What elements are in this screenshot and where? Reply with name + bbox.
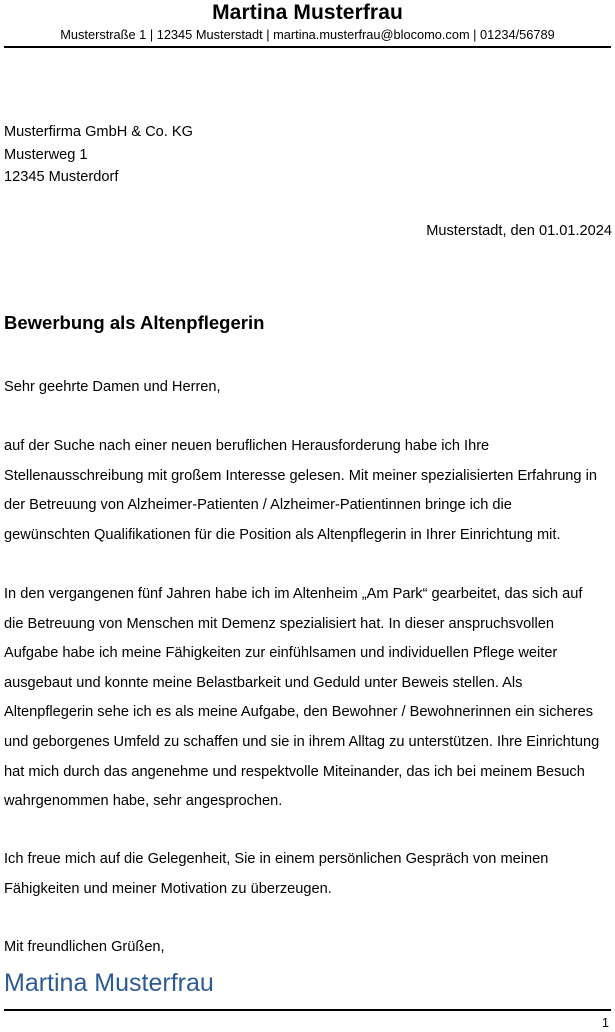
text-line: gewünschten Qualifikationen für die Position als Altenpflegerin in Ihrer Einrichtung mit. bbox=[4, 526, 561, 543]
paragraph-experience bbox=[4, 580, 614, 817]
recipient-street: Musterweg 1 bbox=[4, 146, 88, 163]
text-line: hat mich durch das angenehme und respektvolle Miteinander, das ich bei meinem Besuch bbox=[4, 763, 585, 780]
signature: Martina Musterfrau bbox=[4, 969, 214, 997]
text-line: wahrgenommen habe, sehr angesprochen. bbox=[4, 793, 283, 810]
text-line: Ich freue mich auf die Gelegenheit, Sie in einem persönlichen Gespräch von meinen bbox=[4, 851, 549, 867]
header-divider bbox=[4, 46, 611, 48]
date-line: Musterstadt, den 01.01.2024 bbox=[426, 223, 612, 239]
closing-phrase: Mit freundlichen Grüßen, bbox=[4, 939, 165, 955]
recipient-address bbox=[4, 121, 404, 189]
text-line: Stellenausschreibung mit großem Interesse gelesen. Mit meiner spezialisierten Erfahrung in bbox=[4, 467, 597, 484]
sender-contact-line: Musterstraße 1 | 12345 Musterstadt | martina.musterfrau@blocomo.com | 01234/56789 bbox=[60, 27, 555, 42]
text-line: Altenpflegerin sehe ich es als meine Aufgabe, den Bewohner / Bewohnerinnen ein sicheres bbox=[4, 704, 593, 721]
recipient-company: Musterfirma GmbH & Co. KG bbox=[4, 124, 193, 140]
paragraph-intro bbox=[4, 432, 614, 550]
text-line: ausgebaut und konnte meine Belastbarkeit und Geduld unter Beweis stellen. Als bbox=[4, 674, 523, 691]
text-line: die Betreuung von Menschen mit Demenz spezialisiert hat. In dieser anspruchsvollen bbox=[4, 615, 554, 632]
paragraph-closing bbox=[4, 845, 614, 904]
text-line: In den vergangenen fünf Jahren habe ich im Altenheim „Am Park“ gearbeitet, das sich auf bbox=[4, 586, 583, 602]
text-line: der Betreuung von Alzheimer-Patienten / Alzheimer-Patientinnen bringe ich die bbox=[4, 497, 512, 514]
text-line: auf der Suche nach einer neuen beruflichen Herausforderung habe ich Ihre bbox=[4, 438, 490, 454]
text-line: Fähigkeiten und meiner Motivation zu überzeugen. bbox=[4, 880, 332, 897]
page-number: 1 bbox=[601, 1015, 609, 1030]
recipient-city: 12345 Musterdorf bbox=[4, 169, 119, 185]
text-line: und geborgenes Umfeld zu schaffen und sie in ihrem Alltag zu unterstützen. Ihre Einrichtung bbox=[4, 733, 600, 750]
sender-name: Martina Musterfrau bbox=[212, 1, 403, 24]
letterhead bbox=[0, 0, 615, 48]
salutation: Sehr geehrte Damen und Herren, bbox=[4, 379, 221, 395]
footer-divider bbox=[4, 1009, 611, 1011]
subject-line: Bewerbung als Altenpflegerin bbox=[4, 312, 265, 333]
text-line: Aufgabe habe ich meine Fähigkeiten zur einfühlsamen und individuellen Pflege weiter bbox=[4, 645, 558, 662]
